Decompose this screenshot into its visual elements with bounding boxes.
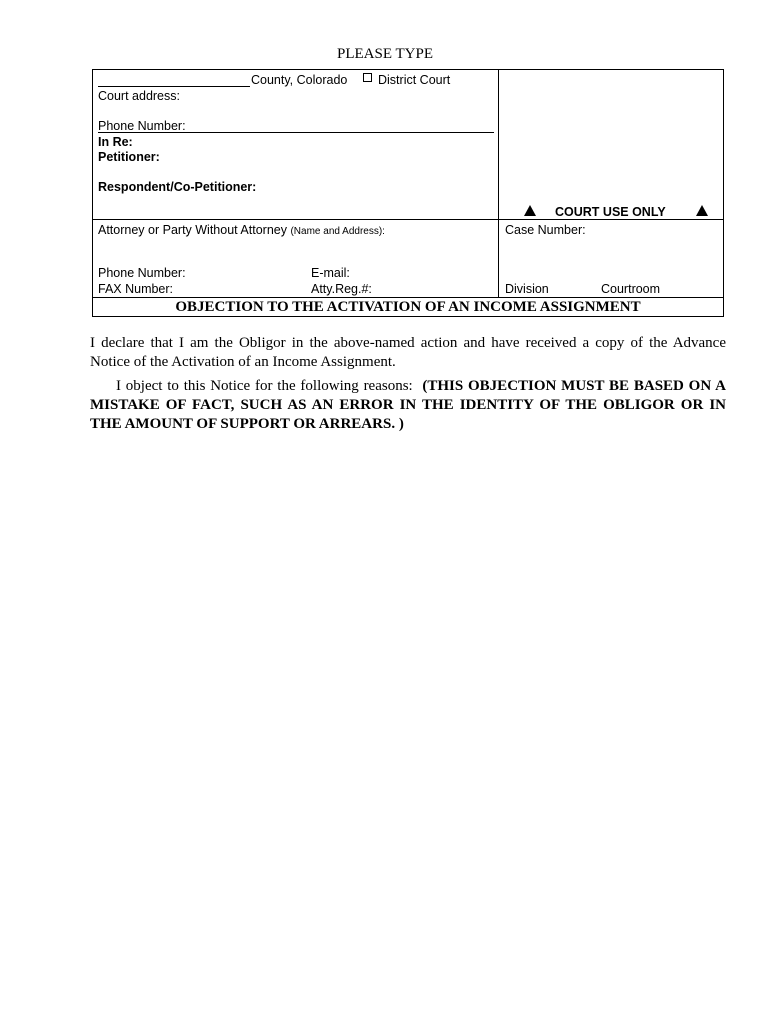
attorney-label-note: (Name and Address): [290, 226, 385, 237]
court-address-label: Court address: [98, 89, 180, 103]
respondent-label: Respondent/Co-Petitioner: [98, 180, 257, 194]
district-court-checkbox[interactable] [363, 73, 372, 82]
objection-intro: I object to this Notice for the following reasons: [116, 378, 413, 394]
atty-reg-label: Atty.Reg.#: [311, 282, 372, 296]
attorney-label-text: Attorney or Party Without Attorney [98, 223, 287, 237]
objection-paragraph [90, 377, 726, 434]
arrow-up-icon [524, 205, 536, 216]
please-type-heading: PLEASE TYPE [337, 46, 433, 62]
courtroom-label: Courtroom [601, 282, 661, 296]
attorney-label [98, 223, 385, 237]
in-re-label: In Re: [98, 135, 133, 149]
county-label: County, Colorado [251, 73, 348, 87]
objection-instruction: (THIS OBJECTION MUST BE BASED ON A MISTAKE OF FACT, SUCH AS AN ERROR IN THE IDENTITY OF THE OBLIGOR OR IN THE AMOUNT OF SUPPORT OR ARREARS. ) [90, 378, 726, 432]
caption-divider-vertical [498, 69, 499, 297]
fax-label: FAX Number: [98, 282, 174, 296]
court-phone-label: Phone Number: [98, 119, 186, 133]
petitioner-label: Petitioner: [98, 150, 160, 164]
declaration-paragraph: I declare that I am the Obligor in the above-named action and have received a copy of the Advance Notice of the Activation of an Income Assignment. [90, 335, 726, 370]
document-title: OBJECTION TO THE ACTIVATION OF AN INCOME ASSIGNMENT [175, 299, 641, 315]
arrow-up-icon [696, 205, 708, 216]
division-label: Division [505, 282, 549, 296]
county-blank-line[interactable] [98, 86, 250, 87]
district-court-label: District Court [378, 73, 451, 87]
case-number-label: Case Number: [505, 223, 586, 237]
email-label: E-mail: [311, 266, 350, 280]
court-use-only-label: COURT USE ONLY [555, 205, 666, 219]
attorney-phone-label: Phone Number: [98, 266, 186, 280]
caption-divider-attorney [92, 219, 724, 220]
